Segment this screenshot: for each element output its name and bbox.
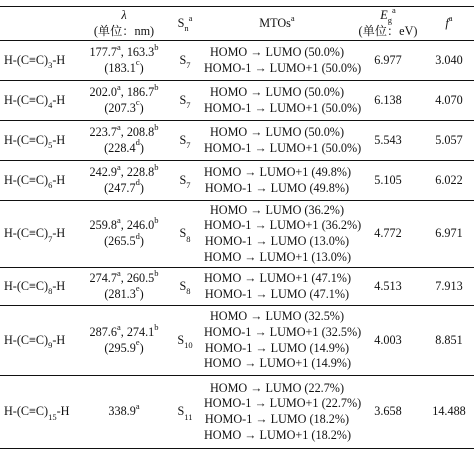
molecule-cell bbox=[0, 268, 80, 306]
molecule-count: 8 bbox=[48, 286, 53, 297]
state-cell bbox=[168, 81, 202, 121]
mtos-cell bbox=[202, 81, 362, 121]
lambda-value-a: 259.8 bbox=[89, 218, 117, 233]
lambda-value-b: , 246.0 bbox=[120, 218, 155, 233]
f-cell bbox=[424, 161, 474, 201]
eg-value: 3.658 bbox=[374, 404, 402, 419]
lambda-value-c-note: c bbox=[135, 97, 140, 108]
lambda-value-b: , 163.3 bbox=[120, 44, 155, 59]
lambda-value-c: (281.3 bbox=[104, 286, 136, 301]
mtos-cell bbox=[202, 201, 362, 268]
state-cell bbox=[168, 376, 202, 449]
eg-value: 4.772 bbox=[374, 226, 402, 241]
lambda-value-c: (207.3 bbox=[104, 100, 136, 115]
table-row bbox=[0, 376, 474, 449]
header-eg bbox=[352, 4, 424, 41]
state-index: 7 bbox=[186, 100, 191, 111]
table-row bbox=[0, 41, 474, 81]
f-value: 3.040 bbox=[435, 52, 463, 67]
molecule-main: H-(C≡C) bbox=[4, 172, 49, 187]
lambda-value-a: 223.7 bbox=[89, 124, 117, 139]
f-cell bbox=[424, 201, 474, 268]
state-index: 8 bbox=[186, 286, 191, 297]
header-molecule bbox=[0, 7, 80, 41]
eg-sup: a bbox=[391, 4, 396, 15]
f-cell bbox=[424, 376, 474, 449]
molecule-main: H-(C≡C) bbox=[4, 52, 49, 67]
molecule-end: -H bbox=[52, 52, 66, 67]
state-index: 10 bbox=[184, 340, 193, 351]
mtos-cell bbox=[202, 306, 362, 376]
mto-transition: HOMO-1 → LUMO (18.2%) bbox=[204, 412, 350, 426]
mto-sup: a bbox=[290, 12, 295, 23]
eg-cell bbox=[352, 201, 424, 268]
mto-transition: HOMO-1 → LUMO+1 (50.0%) bbox=[204, 140, 362, 155]
molecule-cell bbox=[0, 306, 80, 376]
f-cell bbox=[424, 121, 474, 161]
f-cell bbox=[424, 41, 474, 81]
mto-transition: HOMO-1 → LUMO+1 (22.7%) bbox=[204, 396, 362, 411]
f-cell bbox=[424, 268, 474, 306]
lambda-unit: (单位：nm) bbox=[93, 23, 155, 38]
lambda-value-b-note: b bbox=[154, 321, 159, 332]
eg-sub: g bbox=[387, 15, 392, 26]
molecule-main: H-(C≡C) bbox=[4, 278, 49, 293]
table-body bbox=[0, 41, 474, 449]
lambda-value-a-note: a bbox=[116, 81, 121, 92]
lambda-value-a-note: a bbox=[116, 161, 121, 172]
lambda-cell bbox=[80, 121, 168, 161]
f-value: 7.913 bbox=[435, 278, 463, 293]
lambda-value-c-close: ) bbox=[139, 140, 144, 155]
lambda-value-b: , 186.7 bbox=[120, 84, 155, 99]
lambda-value-c: (265.5 bbox=[104, 234, 136, 248]
f-cell bbox=[424, 81, 474, 121]
lambda-value-c-note: e bbox=[135, 337, 140, 348]
lambda-value-c-close: ) bbox=[139, 340, 144, 355]
mto-transition: HOMO-1 → LUMO (14.9%) bbox=[204, 340, 350, 355]
state-label: S bbox=[179, 226, 187, 241]
mto-transition: HOMO → LUMO (22.7%) bbox=[209, 380, 345, 395]
state-label: S bbox=[179, 278, 187, 293]
state-cell bbox=[168, 201, 202, 268]
molecule-end: -H bbox=[56, 404, 70, 419]
mtos-cell bbox=[202, 121, 362, 161]
f-value: 6.971 bbox=[435, 226, 463, 241]
eg-cell bbox=[352, 161, 424, 201]
eg-value: 6.138 bbox=[374, 92, 402, 107]
molecule-count: 5 bbox=[48, 140, 53, 151]
lambda-value-a-note: a bbox=[116, 121, 121, 132]
lambda-value-a: 242.9 bbox=[89, 164, 117, 179]
lambda-value-c: (228.4 bbox=[104, 140, 136, 155]
lambda-value-b: , 228.8 bbox=[120, 164, 155, 179]
eg-cell bbox=[352, 268, 424, 306]
mto-transition: HOMO-1 → LUMO (47.1%) bbox=[204, 286, 350, 301]
mto-transition: HOMO → LUMO (36.2%) bbox=[209, 202, 345, 217]
lambda-cell bbox=[80, 201, 168, 268]
molecule-end: -H bbox=[52, 132, 66, 147]
molecule-count: 15 bbox=[48, 411, 57, 422]
molecule-main: H-(C≡C) bbox=[4, 226, 49, 241]
molecule-count: 7 bbox=[48, 233, 53, 244]
table-row bbox=[0, 268, 474, 306]
mto-transition: HOMO → LUMO (32.5%) bbox=[209, 309, 345, 324]
eg-cell bbox=[352, 121, 424, 161]
state-label: S bbox=[177, 404, 185, 419]
table-row bbox=[0, 161, 474, 201]
lambda-cell bbox=[80, 376, 168, 449]
molecule-cell bbox=[0, 161, 80, 201]
eg-value: 4.003 bbox=[374, 332, 402, 347]
lambda-value-b: , 274.1 bbox=[120, 324, 155, 339]
state-cell bbox=[168, 121, 202, 161]
lambda-value-c-note: e bbox=[135, 283, 140, 294]
f-value: 5.057 bbox=[435, 132, 463, 147]
mto-transition: HOMO → LUMO+1 (47.1%) bbox=[204, 270, 352, 285]
lambda-value-c-close: ) bbox=[139, 286, 144, 301]
lambda-value-c-close: ) bbox=[139, 60, 144, 75]
header-f bbox=[424, 7, 474, 41]
eg-cell bbox=[352, 306, 424, 376]
mto-transition: HOMO-1 → LUMO+1 (36.2%) bbox=[204, 218, 362, 233]
sn-sup: a bbox=[188, 12, 193, 23]
mtos-cell bbox=[202, 41, 362, 81]
state-label: S bbox=[177, 332, 185, 347]
molecule-cell bbox=[0, 121, 80, 161]
lambda-value-c: (247.7 bbox=[104, 180, 136, 195]
table-row bbox=[0, 306, 474, 376]
f-sup: a bbox=[448, 12, 453, 23]
state-label: S bbox=[179, 132, 187, 147]
mto-transition: HOMO-1 → LUMO+1 (32.5%) bbox=[204, 324, 362, 339]
eg-cell bbox=[352, 81, 424, 121]
eg-value: 5.105 bbox=[374, 172, 402, 187]
lambda-value-a: 287.6 bbox=[89, 324, 117, 339]
eg-cell bbox=[352, 376, 424, 449]
molecule-count: 3 bbox=[48, 60, 53, 71]
mtos-cell bbox=[202, 376, 362, 449]
mto-transition: HOMO → LUMO (50.0%) bbox=[209, 84, 345, 99]
state-index: 7 bbox=[186, 180, 191, 191]
lambda-value-b-note: b bbox=[154, 267, 159, 278]
molecule-main: H-(C≡C) bbox=[4, 332, 49, 347]
eg-value: 6.977 bbox=[374, 52, 402, 67]
lambda-value-a-note: a bbox=[116, 215, 121, 226]
lambda-value-a: 274.7 bbox=[89, 270, 117, 285]
molecule-count: 9 bbox=[48, 340, 53, 351]
mto-transition: HOMO → LUMO+1 (13.0%) bbox=[204, 249, 352, 264]
lambda-value-c-close: ) bbox=[139, 234, 144, 248]
molecule-end: -H bbox=[52, 92, 66, 107]
lambda-value-b-note: b bbox=[154, 81, 159, 92]
mto-transition: HOMO-1 → LUMO+1 (50.0%) bbox=[204, 60, 362, 75]
sn-sub: n bbox=[184, 23, 189, 34]
f-symbol: f bbox=[445, 15, 449, 30]
header-lambda bbox=[80, 7, 168, 41]
f-value: 6.022 bbox=[435, 172, 463, 187]
header-sn bbox=[168, 7, 202, 41]
state-index: 7 bbox=[186, 140, 191, 151]
sn-label: S bbox=[177, 15, 185, 30]
lambda-value-a: 338.9 bbox=[108, 404, 136, 419]
lambda-value-c: (295.9 bbox=[104, 340, 136, 355]
molecule-end: -H bbox=[52, 172, 66, 187]
state-index: 7 bbox=[186, 60, 191, 71]
mto-transition: HOMO → LUMO+1 (14.9%) bbox=[204, 356, 352, 371]
state-index: 8 bbox=[186, 233, 191, 244]
eg-symbol: E bbox=[380, 8, 388, 22]
eg-value: 5.543 bbox=[374, 132, 402, 147]
lambda-cell bbox=[80, 41, 168, 81]
lambda-value-c-note: d bbox=[135, 230, 140, 241]
table-row bbox=[0, 201, 474, 268]
molecule-main: H-(C≡C) bbox=[4, 404, 49, 419]
molecule-count: 4 bbox=[48, 100, 53, 111]
header-mtos bbox=[202, 7, 352, 41]
mto-transition: HOMO-1 → LUMO (13.0%) bbox=[204, 234, 350, 248]
state-index: 11 bbox=[184, 411, 193, 422]
lambda-value-b-note: b bbox=[154, 121, 159, 132]
f-value: 8.851 bbox=[435, 332, 463, 347]
mto-transition: HOMO → LUMO+1 (18.2%) bbox=[204, 427, 352, 442]
molecule-count: 6 bbox=[48, 180, 53, 191]
molecule-end: -H bbox=[52, 332, 66, 347]
state-cell bbox=[168, 161, 202, 201]
eg-cell bbox=[352, 41, 424, 81]
lambda-value-b: , 260.5 bbox=[120, 270, 155, 285]
lambda-value-a: 202.0 bbox=[89, 84, 117, 99]
state-label: S bbox=[179, 92, 187, 107]
lambda-cell bbox=[80, 161, 168, 201]
molecule-main: H-(C≡C) bbox=[4, 92, 49, 107]
molecule-cell bbox=[0, 41, 80, 81]
lambda-value-c: (183.1 bbox=[104, 60, 136, 75]
molecule-cell bbox=[0, 81, 80, 121]
mto-transition: HOMO → LUMO+1 (49.8%) bbox=[204, 164, 352, 179]
f-cell bbox=[424, 306, 474, 376]
lambda-value-b: , 208.8 bbox=[120, 124, 155, 139]
molecule-main: H-(C≡C) bbox=[4, 132, 49, 147]
lambda-value-b-note: b bbox=[154, 215, 159, 226]
table-row bbox=[0, 121, 474, 161]
f-value: 14.488 bbox=[432, 404, 466, 419]
lambda-value-a: 177.7 bbox=[89, 44, 117, 59]
state-label: S bbox=[179, 172, 187, 187]
lambda-value-b-note: b bbox=[154, 41, 159, 52]
lambda-value-a-note: a bbox=[135, 401, 140, 412]
state-cell bbox=[168, 41, 202, 81]
mtos-cell bbox=[202, 161, 352, 201]
excitation-table bbox=[0, 6, 474, 449]
eg-value: 4.513 bbox=[374, 278, 402, 293]
eg-unit: (单位：eV) bbox=[358, 23, 418, 38]
f-value: 4.070 bbox=[435, 92, 463, 107]
molecule-end: -H bbox=[52, 278, 66, 293]
lambda-value-b-note: b bbox=[154, 161, 159, 172]
state-cell bbox=[168, 306, 202, 376]
mto-transition: HOMO → LUMO (50.0%) bbox=[209, 124, 345, 139]
mtos-cell bbox=[202, 268, 352, 306]
lambda-symbol: λ bbox=[121, 8, 127, 22]
state-cell bbox=[168, 268, 202, 306]
mto-label: MTOs bbox=[259, 15, 291, 30]
table-header-row bbox=[0, 7, 474, 41]
lambda-cell bbox=[80, 268, 168, 306]
lambda-value-a-note: a bbox=[116, 321, 121, 332]
molecule-cell bbox=[0, 201, 80, 268]
molecule-end: -H bbox=[52, 226, 66, 241]
lambda-value-c-note: c bbox=[135, 57, 140, 68]
mto-transition: HOMO-1 → LUMO+1 (50.0%) bbox=[204, 100, 362, 115]
lambda-value-c-note: d bbox=[135, 137, 140, 148]
lambda-value-c-note: d bbox=[135, 177, 140, 188]
table-row bbox=[0, 81, 474, 121]
lambda-value-c-close: ) bbox=[139, 180, 144, 195]
state-label: S bbox=[179, 52, 187, 67]
mto-transition: HOMO → LUMO (50.0%) bbox=[209, 44, 345, 59]
lambda-value-a-note: a bbox=[116, 267, 121, 278]
lambda-value-a-note: a bbox=[116, 41, 121, 52]
lambda-cell bbox=[80, 81, 168, 121]
molecule-cell bbox=[0, 376, 80, 449]
mto-transition: HOMO-1 → LUMO (49.8%) bbox=[204, 180, 350, 195]
lambda-value-c-close: ) bbox=[139, 100, 144, 115]
lambda-cell bbox=[80, 306, 168, 376]
